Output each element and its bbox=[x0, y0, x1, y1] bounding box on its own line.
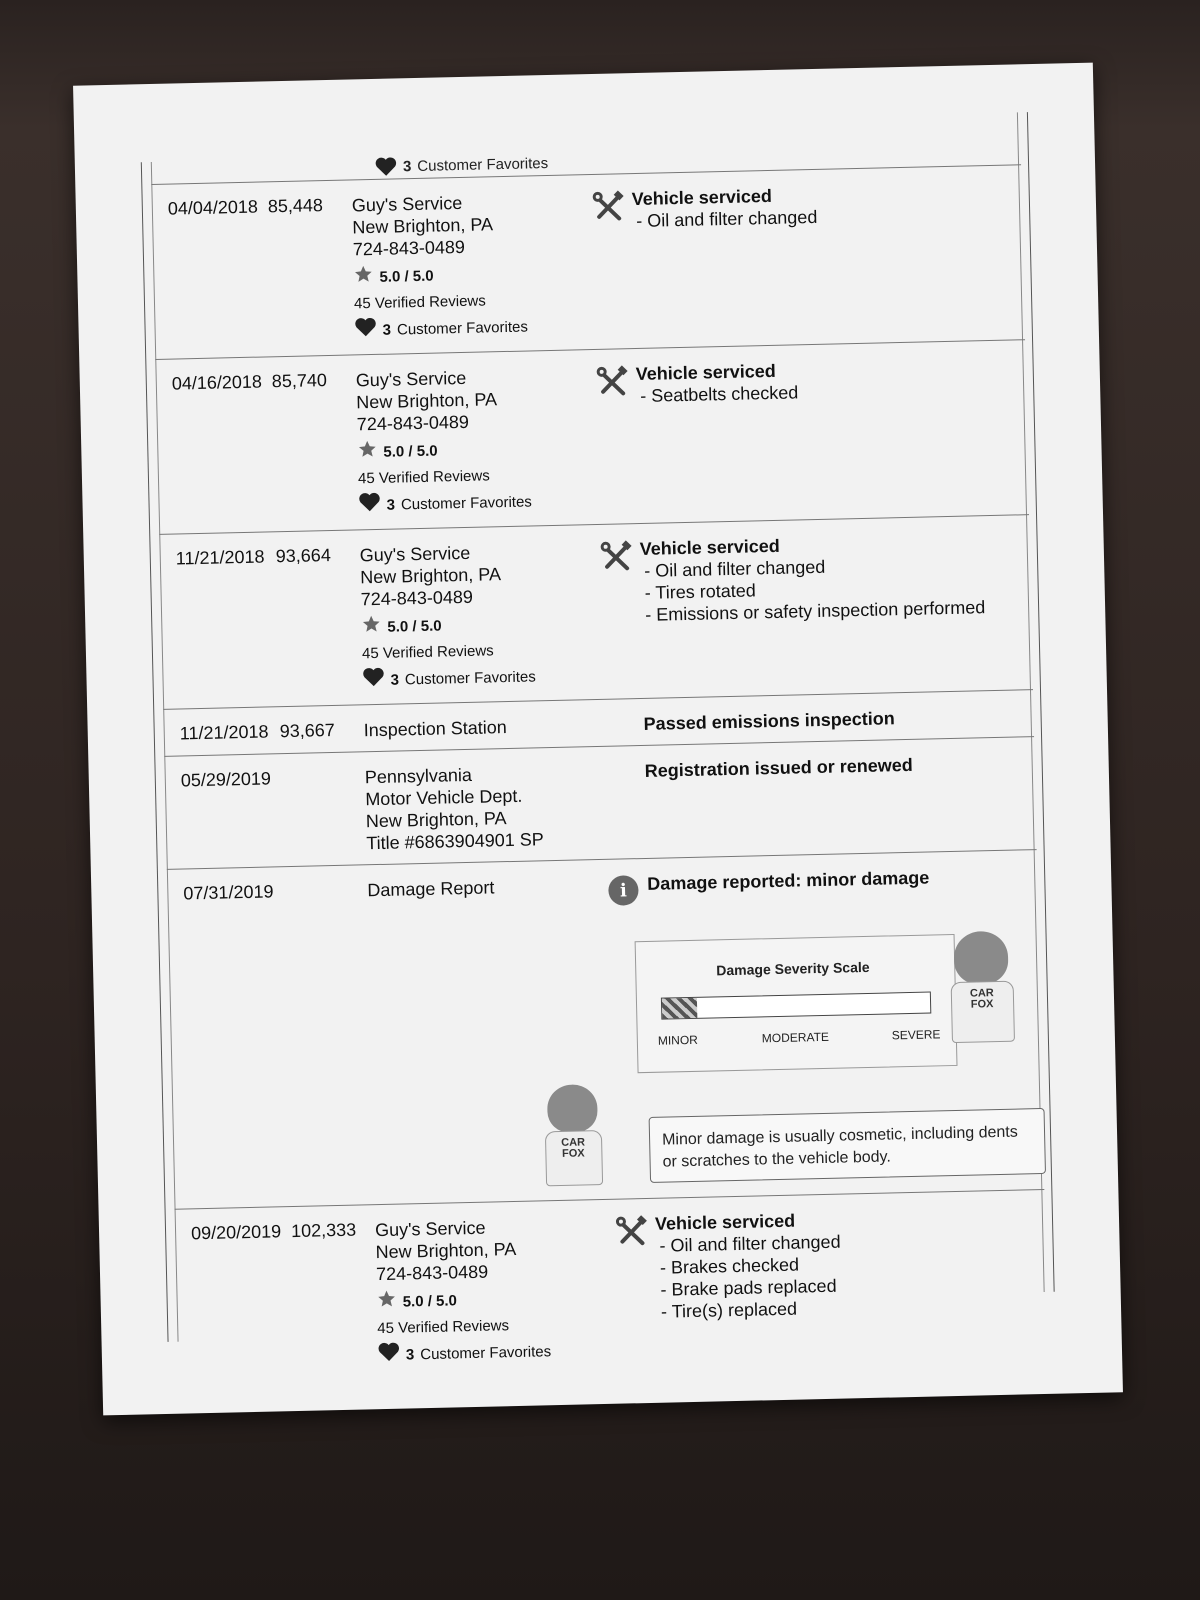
damage-severity-scale bbox=[635, 934, 958, 1073]
record-row bbox=[167, 849, 1044, 1209]
detail-title: Vehicle serviced bbox=[631, 185, 773, 210]
rating bbox=[361, 609, 594, 641]
rating-value: 5.0 / 5.0 bbox=[402, 1291, 458, 1311]
source-line: 724-843-0489 bbox=[352, 236, 466, 260]
record-date: 09/20/2019 bbox=[190, 1221, 282, 1244]
record-source bbox=[365, 761, 599, 854]
heart-icon bbox=[375, 156, 397, 176]
detail-item: - Oil and filter changed bbox=[659, 1231, 841, 1256]
source-line: 724-843-0489 bbox=[360, 586, 474, 610]
favorites-count: 3 bbox=[405, 1345, 415, 1364]
favorites-label: Customer Favorites bbox=[400, 492, 533, 513]
source-line: New Brighton, PA bbox=[352, 214, 494, 238]
record-date: 07/31/2019 bbox=[183, 881, 274, 904]
mascot-shirt-text: CAR bbox=[969, 987, 994, 1001]
wrench-screwdriver-icon bbox=[599, 540, 636, 689]
mascot-shirt-text: FOX bbox=[561, 1147, 585, 1160]
source-line: Pennsylvania bbox=[364, 764, 473, 788]
record-row bbox=[175, 1189, 1049, 1384]
detail-title: Vehicle serviced bbox=[654, 1210, 796, 1234]
detail-item: - Tires rotated bbox=[644, 580, 756, 603]
favorites-count: 3 bbox=[390, 671, 400, 689]
source-line: Guy's Service bbox=[351, 192, 463, 216]
record-source bbox=[363, 714, 595, 741]
star-icon bbox=[353, 264, 374, 291]
source-line: 724-843-0489 bbox=[375, 1261, 489, 1285]
favorites-label: Customer Favorites bbox=[420, 1342, 552, 1363]
verified-reviews: 45 Verified Reviews bbox=[361, 642, 494, 663]
record-details bbox=[644, 751, 1036, 848]
car-fox-mascot bbox=[938, 930, 1025, 1047]
record-odometer: 93,667 bbox=[279, 719, 336, 742]
detail-title: Vehicle serviced bbox=[639, 535, 781, 560]
record-icon-cell bbox=[607, 1213, 658, 1364]
record-icon-cell bbox=[584, 188, 635, 339]
record-source bbox=[356, 364, 591, 519]
severity-bar-fill bbox=[662, 998, 697, 1019]
favorites-count: 3 bbox=[402, 157, 412, 175]
detail-item: - Brakes checked bbox=[659, 1254, 800, 1278]
record-date: 04/04/2018 bbox=[167, 196, 259, 219]
record-details bbox=[632, 179, 1025, 338]
record-icon-cell bbox=[596, 760, 646, 849]
mascot-head bbox=[953, 931, 1009, 985]
damage-note: Minor damage is usually cosmetic, including dents or scratches to the vehicle body. bbox=[649, 1108, 1046, 1183]
record-icon-cell bbox=[595, 713, 643, 736]
record-icon-cell bbox=[587, 363, 638, 514]
record-row bbox=[159, 514, 1033, 709]
scale-title: Damage Severity Scale bbox=[716, 958, 870, 979]
wrench-screwdriver-icon bbox=[614, 1215, 651, 1364]
customer-favorites bbox=[378, 1337, 611, 1369]
record-source bbox=[352, 189, 587, 344]
record-details bbox=[655, 1204, 1048, 1363]
record-details bbox=[635, 354, 1028, 513]
star-icon bbox=[357, 439, 378, 466]
heart-icon bbox=[358, 492, 381, 519]
record-details bbox=[643, 704, 1033, 735]
mascot-shirt-text: FOX bbox=[970, 998, 994, 1011]
detail-item: - Emissions or safety inspection performed bbox=[644, 597, 986, 625]
mascot-shirt bbox=[544, 1130, 602, 1186]
source-line: New Brighton, PA bbox=[375, 1238, 517, 1263]
severity-bar bbox=[661, 992, 931, 1020]
favorites-count: 3 bbox=[386, 496, 396, 514]
report-paper bbox=[73, 63, 1123, 1416]
top-customer-favorites bbox=[375, 153, 549, 177]
rating-value: 5.0 / 5.0 bbox=[379, 267, 434, 286]
record-odometer: 93,664 bbox=[275, 545, 332, 567]
mascot-shirt bbox=[950, 981, 1014, 1043]
source-line: Motor Vehicle Dept. bbox=[365, 785, 523, 810]
car-fox-mascot bbox=[534, 1084, 612, 1190]
source-line: Inspection Station bbox=[363, 717, 508, 741]
record-icon-cell bbox=[591, 538, 642, 689]
record-source bbox=[360, 539, 595, 694]
star-icon bbox=[376, 1289, 397, 1316]
record-details bbox=[639, 529, 1032, 688]
info-icon: i bbox=[608, 875, 639, 906]
favorites-label: Customer Favorites bbox=[396, 317, 529, 338]
detail-title: Passed emissions inspection bbox=[643, 708, 895, 734]
record-odometer: 85,740 bbox=[271, 370, 328, 392]
source-line: New Brighton, PA bbox=[360, 564, 502, 588]
record-odometer: 102,333 bbox=[290, 1219, 357, 1242]
source-line: New Brighton, PA bbox=[365, 808, 507, 832]
record-row bbox=[151, 164, 1025, 359]
detail-title: Vehicle serviced bbox=[635, 360, 777, 385]
record-row bbox=[164, 736, 1036, 869]
mascot-shirt-text: CAR bbox=[561, 1135, 586, 1149]
record-date: 05/29/2019 bbox=[180, 768, 272, 791]
severity-label: SEVERE bbox=[891, 1027, 941, 1043]
detail-item: - Tire(s) replaced bbox=[660, 1298, 798, 1322]
detail-title: Registration issued or renewed bbox=[644, 754, 913, 781]
wrench-screwdriver-icon bbox=[591, 190, 628, 339]
source-line: Guy's Service bbox=[374, 1217, 486, 1241]
record-source bbox=[375, 1214, 610, 1369]
detail-item: - Oil and filter changed bbox=[643, 556, 826, 581]
detail-item: - Seatbelts checked bbox=[640, 382, 799, 406]
detail-title: Damage reported: minor damage bbox=[647, 867, 930, 894]
customer-favorites bbox=[354, 312, 587, 344]
customer-favorites bbox=[358, 487, 591, 519]
verified-reviews: 45 Verified Reviews bbox=[353, 292, 486, 313]
favorites-label: Customer Favorites bbox=[404, 667, 536, 688]
heart-icon bbox=[378, 1342, 401, 1369]
source-line: Guy's Service bbox=[359, 542, 471, 566]
favorites-count: 3 bbox=[382, 321, 392, 339]
rating-value: 5.0 / 5.0 bbox=[383, 442, 438, 461]
record-date: 11/21/2018 bbox=[175, 546, 265, 569]
rating-value: 5.0 / 5.0 bbox=[387, 617, 442, 636]
heart-icon bbox=[354, 317, 377, 344]
star-icon bbox=[361, 614, 382, 641]
source-line: New Brighton, PA bbox=[356, 389, 498, 413]
verified-reviews: 45 Verified Reviews bbox=[357, 467, 490, 488]
mascot-head bbox=[547, 1084, 597, 1133]
rating bbox=[357, 434, 590, 466]
record-odometer bbox=[281, 766, 367, 856]
record-date: 11/21/2018 bbox=[179, 721, 269, 744]
rating bbox=[353, 259, 586, 291]
verified-reviews: 45 Verified Reviews bbox=[377, 1317, 510, 1338]
record-odometer bbox=[283, 879, 374, 1196]
record-row bbox=[155, 339, 1029, 534]
record-date: 04/16/2018 bbox=[171, 371, 263, 394]
record-odometer: 85,448 bbox=[267, 195, 324, 217]
wrench-screwdriver-icon bbox=[595, 365, 632, 514]
rating bbox=[376, 1284, 609, 1316]
customer-favorites bbox=[362, 662, 595, 694]
severity-label: MODERATE bbox=[761, 1029, 830, 1046]
source-line: Guy's Service bbox=[355, 367, 467, 391]
detail-item: - Oil and filter changed bbox=[636, 206, 818, 231]
detail-item: - Brake pads replaced bbox=[660, 1275, 837, 1300]
heart-icon bbox=[362, 667, 385, 694]
source-line: Damage Report bbox=[367, 877, 495, 901]
favorites-label: Customer Favorites bbox=[417, 154, 549, 175]
history-table bbox=[151, 130, 1021, 1364]
source-line: 724-843-0489 bbox=[356, 411, 470, 435]
source-line: Title #6863904901 SP bbox=[366, 829, 544, 854]
severity-label: MINOR bbox=[657, 1032, 699, 1048]
